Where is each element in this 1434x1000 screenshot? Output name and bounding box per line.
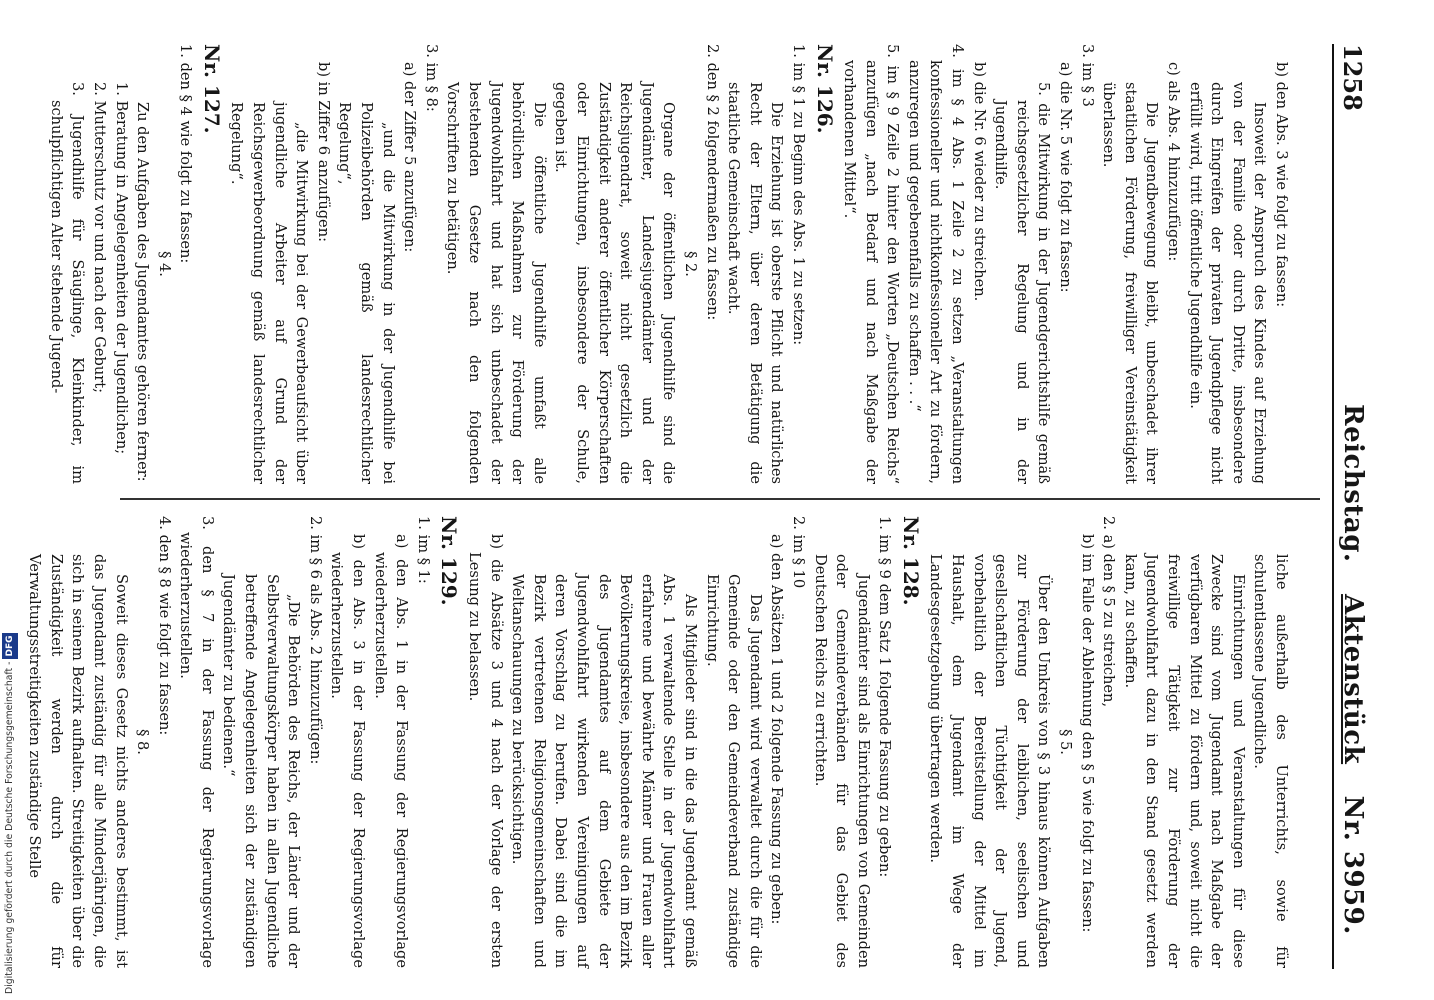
- paragraph-heading: § 5.: [1057, 729, 1075, 755]
- text-line: 4. im § 4 Abs. 1 Zeile 2 zu setzen „Veranstaltungen konfessioneller und nichtkonfessioneller Art zu fördern, anzuregen und gegebenenfalls zu schaffen . . .“: [905, 44, 967, 484]
- text-line: a) den Absätzen 1 und 2 folgende Fassung zu geben:: [768, 534, 786, 925]
- text-line: Das Jugendamt wird verwaltet durch die für die Gemeinde oder den Gemeindeverband zuständige Einrichtung.: [703, 574, 764, 968]
- header-section: Reichstag.: [1338, 404, 1368, 563]
- left-column: [45, 44, 1292, 484]
- text-line: b) den Abs. 3 in der Fassung der Regierungsvorlage wiederherzustellen.: [328, 534, 368, 968]
- text-line: b) die Nr. 6 wieder zu streichen.: [970, 62, 988, 302]
- text-line: a) die Nr. 5 wie folgt zu fassen:: [1057, 62, 1075, 293]
- text-line: 2. Mutterschutz vor und nach der Geburt;: [90, 82, 108, 394]
- text-line: Organe der öffentlichen Jugendhilfe sind die Jugendämter, Landesjugendämter und der Reichsjugendrat, soweit nicht gesetzlich die Zuständigkeit anderer öffentlicher Körperschaften oder Einrichtungen, insbesondere der Schule, gegeben ist.: [552, 82, 678, 484]
- text-line: Einrichtungen und Veranstaltungen für diese Zwecke sind vom Jugendamt nach Maßgabe der verfügbaren Mittel zu fördern und, soweit nicht die freiwillige Tätigkeit zur Förderung der Jugendwohlfahrt dazu in den Stand gesetzt werden kann, zu schaffen.: [1121, 554, 1247, 968]
- text-line: Zu den Aufgaben des Jugendamtes gehören ferner:: [134, 102, 152, 482]
- text-line: „Die Behörden des Reichs, der Länder und der Selbstverwaltungskörper haben in allen Jugendliche betreffende Angelegenheiten sich der zuständigen Jugendämter zu bedienen.“: [220, 574, 303, 968]
- text-line: 2. a) den § 5 zu streichen,: [1100, 516, 1118, 708]
- text-line: „und die Mitwirkung in der Jugendhilfe bei Polizeibehörden gemäß landesrechtlicher Regelung“,: [336, 102, 397, 484]
- text-line: Die Jugendbewegung bleibt, unbeschadet ihrer staatlichen Förderung, freiwilliger Vereinstätigkeit überlassen.: [1100, 82, 1161, 484]
- text-line: Insoweit der Anspruch des Kindes auf Erziehung von der Familie oder durch Dritte, insbesondere durch Eingreifen der privaten Jugendpflege nicht erfüllt wird, tritt öffentliche Jugendhilfe ein.: [1186, 82, 1269, 484]
- section-number: Nr. 128.: [898, 516, 923, 606]
- text-line: 5. die Mitwirkung in der Jugendgerichtshilfe gemäß reichsgesetzlicher Regelung und in der Jugendhilfe.: [992, 82, 1053, 484]
- text-line: Über den Umkreis von § 3 hinaus können Aufgaben zur Förderung der leiblichen, seelischen und gesellschaftlichen Tüchtigkeit der Jugend, vorbehaltlich der Bereitstellung der Mittel im Haushalt, dem Jugendamt im Wege der Landesgesetzgebung übertragen werden.: [927, 554, 1053, 968]
- text-line: b) in Ziffer 6 anzufügen:: [314, 62, 332, 243]
- text-line: 3. im § 3: [1078, 44, 1096, 107]
- column-divider: [120, 498, 1320, 500]
- text-line: Die Erziehung ist oberste Pflicht und natürliches Recht der Eltern, über deren Betätigung die staatliche Gemeinschaft wacht.: [725, 82, 786, 484]
- credit-text: Digitalisierung gefördert durch die Deutsche Forschungsgemeinschaft -: [4, 661, 15, 994]
- text-line: a) der Ziffer 5 anzufügen:: [401, 62, 419, 253]
- text-line: 4. den § 8 wie folgt zu fassen:: [155, 516, 173, 736]
- text-line: b) die Absätze 3 und 4 nach der Vorlage der ersten Lesung zu belassen.: [466, 534, 505, 968]
- page-number: 1258: [1338, 44, 1367, 111]
- text-line: Die öffentliche Jugendhilfe umfaßt alle behördlichen Maßnahmen zur Förderung der Jugendwohlfahrt und hat sich unbeschadet der bestehenden Gesetze nach den folgenden Vorschriften zu betätigen.: [444, 82, 548, 484]
- text-line: 5. im § 9 Zeile 2 hinter den Worten „Deutschen Reichs“ anzufügen „nach Bedarf und nach Maßgabe der vorhandenen Mittel“.: [841, 44, 902, 484]
- text-line: 3. Jugendhilfe für Säuglinge, Kleinkinder, im schulpflichtigen Alter stehende Jugend-: [47, 82, 87, 484]
- dfg-logo: DFG: [2, 634, 18, 659]
- paragraph-heading: § 2.: [681, 251, 699, 277]
- text-line: liche außerhalb des Unterrichts, sowie für schulentlassene Jugendliche.: [1251, 554, 1290, 968]
- text-line: 1. im § 1:: [414, 516, 432, 584]
- section-number: Nr. 126.: [812, 44, 837, 134]
- section-number: Nr. 129.: [437, 516, 462, 606]
- text-line: 1. den § 4 wie folgt zu fassen:: [177, 44, 195, 264]
- paragraph-heading: § 8.: [134, 729, 152, 755]
- text-line: Als Mitglieder sind in die das Jugendamt gemäß Abs. 1 verwaltende Stelle in der Jugendwohlfahrt erfahrene und bewährte Männer und Frauen aller Bevölkerungskreise, insbesondere aus den im Bezirk des Jugendamtes auf dem Gebiete der Jugendwohlfahrt wirkenden Vereinigungen auf deren Vorschlag zu berufen. Dabei sind die im Bezirk vertretenen Religionsgemeinschaften und Weltanschauungen zu berücksichtigen.: [509, 574, 699, 968]
- right-column: [24, 516, 1292, 968]
- text-line: „die Mitwirkung bei der Gewerbeaufsicht über jugendliche Arbeiter auf Grund der Reichsgewerbeordnung gemäß landesrechtlicher Regelung“.: [228, 102, 311, 484]
- text-line: 2. den § 2 folgendermaßen zu fassen:: [703, 44, 721, 321]
- paragraph-heading: § 4.: [155, 251, 173, 277]
- text-line: b) den Abs. 3 wie folgt zu fassen:: [1273, 62, 1290, 308]
- text-line: a) den Abs. 1 in der Fassung der Regierungsvorlage wiederherzustellen.: [371, 534, 411, 968]
- text-line: 3. im § 8:: [422, 44, 440, 112]
- text-line: 1. Beratung in Angelegenheiten der Jugendlichen;: [112, 82, 130, 455]
- text-line: 3. den § 7 in der Fassung der Regierungsvorlage wiederherzustellen.: [177, 516, 216, 968]
- header-document: Aktenstück: [1338, 594, 1368, 765]
- text-line: 1. im § 1 zu Beginn des Abs. 1 zu setzen:: [789, 44, 807, 346]
- text-line: 1. im § 9 dem Satz 1 folgende Fassung zu geben:: [876, 516, 894, 878]
- header-number: Nr. 3959.: [1338, 795, 1368, 935]
- text-line: Jugendämter sind als Einrichtungen von Gemeinden oder Gemeindeverbänden für das Gebiet des Deutschen Reichs zu errichten.: [811, 554, 872, 968]
- section-number: Nr. 127.: [199, 44, 224, 134]
- text-line: c) als Abs. 4 hinzuzufügen:: [1165, 62, 1183, 262]
- text-line: 2. im § 10: [789, 516, 807, 589]
- digitization-credit: [2, 600, 18, 994]
- text-line: 2. im § 6 als Abs. 2 hinzuzufügen:: [306, 516, 324, 765]
- page-header: [1332, 44, 1376, 969]
- text-line: b) im Falle der Ablehnung den § 5 wie folgt zu fassen:: [1078, 534, 1096, 933]
- header-title: [1338, 404, 1368, 957]
- text-line: Soweit dieses Gesetz nichts anderes bestimmt, ist das Jugendamt zuständig für alle Minderjährigen, die sich in seinem Bezirk aufhalten. Streitigkeiten über die Zuständigkeit werden durch die für Verwaltungsstreitigkeiten zuständige Stelle: [26, 554, 130, 968]
